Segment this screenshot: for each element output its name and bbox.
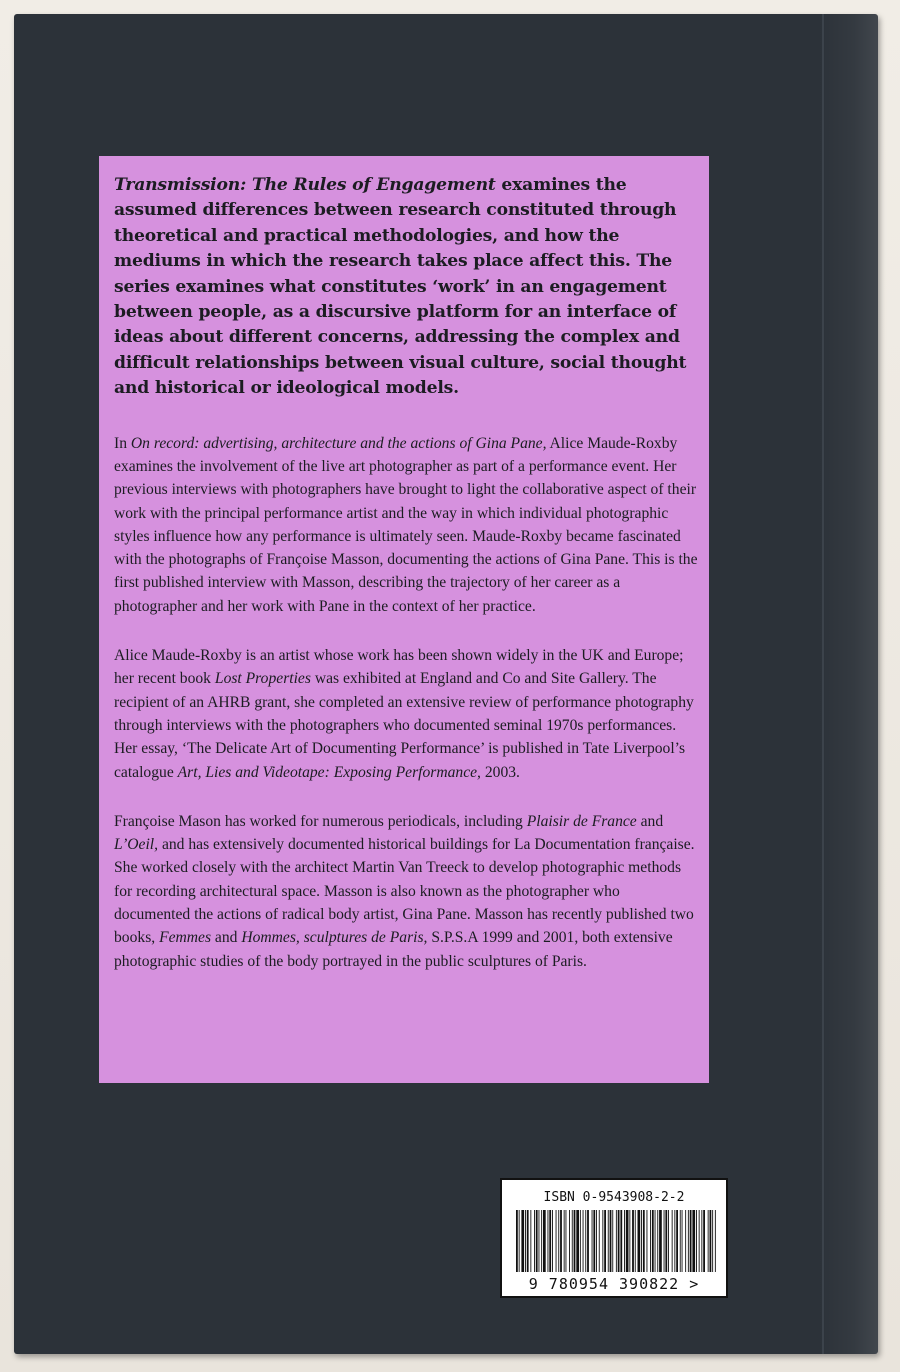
barcode-bar — [564, 1210, 565, 1272]
barcode-bar — [620, 1210, 622, 1272]
barcode-bar — [527, 1210, 529, 1272]
barcode-bar — [626, 1210, 629, 1272]
barcode-bar — [680, 1210, 681, 1272]
barcode-bar — [543, 1210, 546, 1272]
barcode-bar — [610, 1210, 612, 1272]
barcode-bar — [643, 1210, 645, 1272]
barcode-bar — [560, 1210, 562, 1272]
barcode-bar — [668, 1210, 669, 1272]
barcode-bar — [593, 1210, 595, 1272]
barcode-bar — [587, 1210, 589, 1272]
barcode-bar — [715, 1210, 716, 1272]
barcode-bar — [657, 1210, 658, 1272]
barcode-bar — [647, 1210, 648, 1272]
barcode-bar — [521, 1210, 524, 1272]
barcode-bar — [659, 1210, 662, 1272]
barcode-bar — [712, 1210, 713, 1272]
barcode-bar — [552, 1210, 553, 1272]
barcode-bar — [548, 1210, 549, 1272]
barcode-bar — [710, 1210, 712, 1272]
barcode-bar — [592, 1210, 593, 1272]
ean-digits: 9 780954 390822 > — [528, 1275, 700, 1293]
photographer-bio: Françoise Mason has worked for numerous periodicals, including Plaisir de France and L’Oeil, and has extensively documented historical buildings for La Documentation française. She worked closely with the architect Martin Van Treeck to develop photographic methods for recording architectural space. Masson is also known as the photographer who documented the actions of radical body artist, Gina Pane. Masson has recently published two books, Femmes and Hommes, sculptures de Paris, S.P.S.A 1999 and 2001, both extensive photographic studies of the body portrayed in the public sculptures of Paris. — [114, 812, 695, 970]
barcode-bar — [632, 1210, 634, 1272]
series-title: Transmission: The Rules of Engagement — [114, 175, 496, 195]
barcode-bar — [618, 1210, 620, 1272]
barcode-bar — [674, 1210, 675, 1272]
barcode-bar — [664, 1210, 665, 1272]
barcode-bar — [688, 1210, 689, 1272]
barcode-bar — [541, 1210, 542, 1272]
barcode-bar — [534, 1210, 535, 1272]
barcode-bar — [624, 1210, 625, 1272]
barcode-bar — [536, 1210, 538, 1272]
barcode-bar — [665, 1210, 667, 1272]
barcode-bar — [638, 1210, 641, 1272]
barcode-bar — [574, 1210, 576, 1272]
barcode-bar — [558, 1210, 559, 1272]
barcode-bar — [672, 1210, 673, 1272]
barcode-bar — [556, 1210, 557, 1272]
barcode-bar — [635, 1210, 636, 1272]
barcode-bar — [685, 1210, 686, 1272]
barcode-bars — [516, 1210, 716, 1272]
barcode-bar — [539, 1210, 540, 1272]
barcode-bar — [516, 1210, 518, 1272]
barcode-bar — [569, 1210, 570, 1272]
barcode-bar — [530, 1210, 531, 1272]
barcode-bar — [585, 1210, 586, 1272]
barcode-bar — [690, 1210, 692, 1272]
barcode-bar — [576, 1210, 579, 1272]
book-title: On record: advertising, architecture and the actions of Gina Pane, — [130, 434, 547, 452]
barcode-bar — [525, 1210, 526, 1272]
barcode-bar — [692, 1210, 695, 1272]
barcode-bar — [566, 1210, 567, 1272]
barcode-bar — [604, 1210, 606, 1272]
barcode-bar — [652, 1210, 654, 1272]
barcode-bar — [572, 1210, 573, 1272]
barcode-bar — [612, 1210, 613, 1272]
barcode-bar — [580, 1210, 581, 1272]
barcode-bar — [599, 1210, 600, 1272]
barcode-bar — [701, 1210, 702, 1272]
barcode-bar — [602, 1210, 603, 1272]
barcode-bar — [682, 1210, 683, 1272]
barcode-bar — [641, 1210, 642, 1272]
barcode-bar — [650, 1210, 651, 1272]
barcode-bar — [655, 1210, 656, 1272]
barcode-bar — [676, 1210, 678, 1272]
spine-crease — [822, 14, 824, 1354]
barcode-bar — [596, 1210, 597, 1272]
blurb-panel — [99, 156, 709, 1083]
barcode-bar — [696, 1210, 697, 1272]
barcode-bar — [708, 1210, 709, 1272]
barcode-bar — [699, 1210, 700, 1272]
barcode-bar — [549, 1210, 551, 1272]
barcode-bar — [583, 1210, 584, 1272]
barcode-bar — [703, 1210, 705, 1272]
barcode-bar — [608, 1210, 609, 1272]
isbn-barcode — [500, 1178, 728, 1298]
book-description: In On record: advertising, architecture and the actions of Gina Pane, Alice Maude-Roxby examines the involvement of the live art photographer as part of a performance event. Her previous interviews with photographers have brought to light the collaborative aspect of their work with the principal performance artist and the way in which individual photographic styles influence how any performance is ultimately seen. Maude-Roxby became fascinated with the photographs of Françoise Masson, documenting the actions of Gina Pane. This is the first published interview with Masson, describing the trajectory of her career as a photographer and her work with Pane in the context of her practice. — [114, 434, 698, 615]
barcode-bar — [616, 1210, 617, 1272]
barcode-bar — [519, 1210, 520, 1272]
barcode-bar — [629, 1210, 630, 1272]
isbn-label: ISBN 0-9543908-2-2 — [543, 1190, 685, 1205]
author-bio: Alice Maude-Roxby is an artist whose work has been shown widely in the UK and Europe; her recent book Lost Properties was exhibited at England and Co and Site Gallery. The recipient of an AHRB grant, she completed an extensive review of performance photography through interviews with the photographers who documented seminal 1970s performances. Her essay, ‘The Delicate Art of Documenting Performance’ is published in Tate Liverpool’s catalogue Art, Lies and Videotape: Exposing Performance, 2003. — [114, 647, 694, 781]
series-description: Transmission: The Rules of Engagement examines the assumed differences between research constituted through theoretical and practical methodologies, and how the mediums in which the research takes place affect this. The series examines what constitutes ‘work’ in an engagement between people, as a discursive platform for an interface of ideas about different concerns, addressing the complex and difficult relationships between visual culture, social thought and historical or ideological models. — [114, 175, 687, 399]
